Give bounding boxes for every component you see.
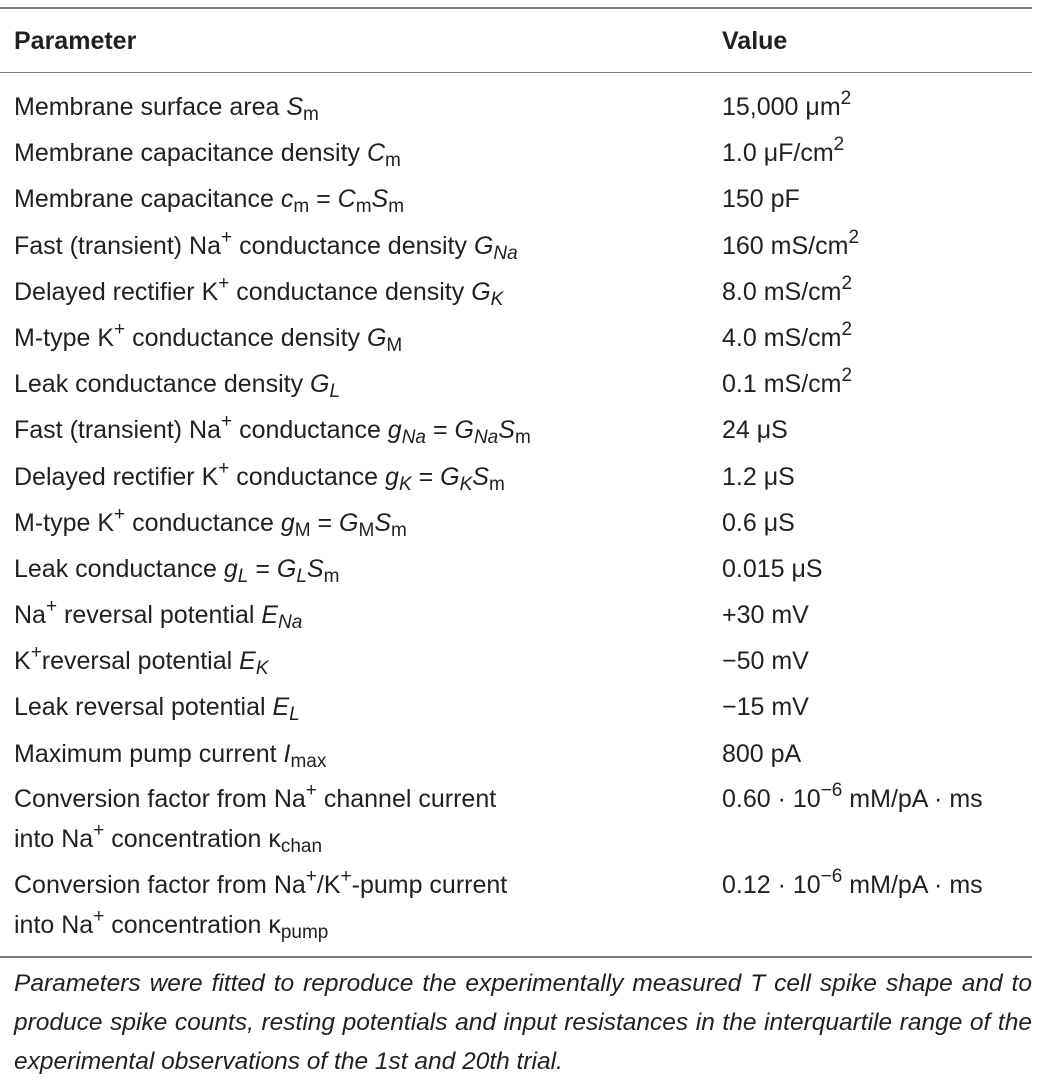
value-cell: 24 μS [722,416,788,445]
parameter-cell: Fast (transient) Na+ conductance density $G_{Na}$ [14,226,518,264]
table-row [14,777,1034,863]
table-bottom-rule [0,956,1032,958]
table-body [14,84,1034,949]
parameter-cell: Conversion factor from Na+/K+-pump current into Na+ concentration $\kappa_{pump}$ [14,865,508,943]
parameter-cell: Conversion factor from Na+ channel current into Na+ concentration $\kappa_{chan}$ [14,779,497,857]
table-row [14,407,1034,453]
value-cell: 8.0 $mS/cm^2$ [722,272,853,306]
table-row [14,84,1034,130]
table-row [14,269,1034,315]
value-cell: 15,000 $\mu m^2$ [722,88,852,121]
value-cell: 4.0 $mS/cm^2$ [722,318,853,352]
table-top-rule [0,7,1032,9]
value-cell: 800 pA [722,739,802,768]
table-row [14,863,1034,949]
table-row [14,361,1034,407]
table-header-rule [0,72,1032,73]
table-row [14,315,1034,361]
parameter-cell: Delayed rectifier K+ conductance $g_K = G_KS_m$ [14,457,505,495]
value-cell: 1.0 $\mu F/cm^2$ [722,134,845,168]
table-row [14,223,1034,269]
table-row [14,454,1034,500]
table-row [14,176,1034,222]
parameter-cell: Na+ reversal potential $E_{Na}$ [14,596,303,634]
table-header [14,22,1034,62]
value-cell: 0.015 μS [722,554,823,583]
parameter-cell: Delayed rectifier K+ conductance density $G_K$ [14,272,504,310]
table-row [14,638,1034,684]
parameter-cell: Membrane surface area $S_m$ [14,93,319,125]
value-cell: −15 mV [722,693,809,722]
header-value: Value [722,27,788,55]
table-footnote: Parameters were fitted to reproduce the experimentally measured T cell spike shape and to produce spike counts, resting potentials and input resistances in the interquartile range of the experimental observations of the 1st and 20th trial. [14,970,1032,1075]
value-cell: 150 pF [722,185,800,214]
table-row [14,684,1034,730]
parameter-cell: Fast (transient) Na+ conductance $g_{Na} = G_{Na}S_m$ [14,411,531,449]
table-row [14,500,1034,546]
value-cell: −50 mV [722,647,809,676]
header-parameter: Parameter [14,27,137,55]
table-row [14,546,1034,592]
parameter-cell: K+reversal potential $E_K$ [14,642,269,680]
value-cell: +30 mV [722,601,809,630]
parameter-cell: Leak reversal potential $E_L$ [14,693,300,726]
value-cell: 0.6 μS [722,508,795,537]
parameter-cell: M-type K+ conductance $g_M = G_MS_m$ [14,503,407,541]
value-cell: $0.12 \cdot 10^{-6}$ mM/pA · ms [722,865,983,899]
value-cell: 160 $mS/cm^2$ [722,226,860,260]
value-cell: 1.2 μS [722,462,795,491]
table-row [14,130,1034,176]
parameter-cell: Membrane capacitance density $C_m$ [14,139,401,172]
parameter-cell: Leak conductance density $G_L$ [14,370,341,403]
table-row [14,592,1034,638]
table-row [14,731,1034,777]
parameter-cell: Leak conductance $g_L = G_LS_m$ [14,554,340,587]
parameter-cell: Maximum pump current $I_{max}$ [14,739,327,772]
parameter-cell: M-type K+ conductance density $G_M$ [14,318,403,356]
value-cell: $0.60 \cdot 10^{-6}$ mM/pA · ms [722,779,983,813]
value-cell: 0.1 $mS/cm^2$ [722,365,853,399]
parameter-cell: Membrane capacitance $c_m = C_mS_m$ [14,185,405,218]
